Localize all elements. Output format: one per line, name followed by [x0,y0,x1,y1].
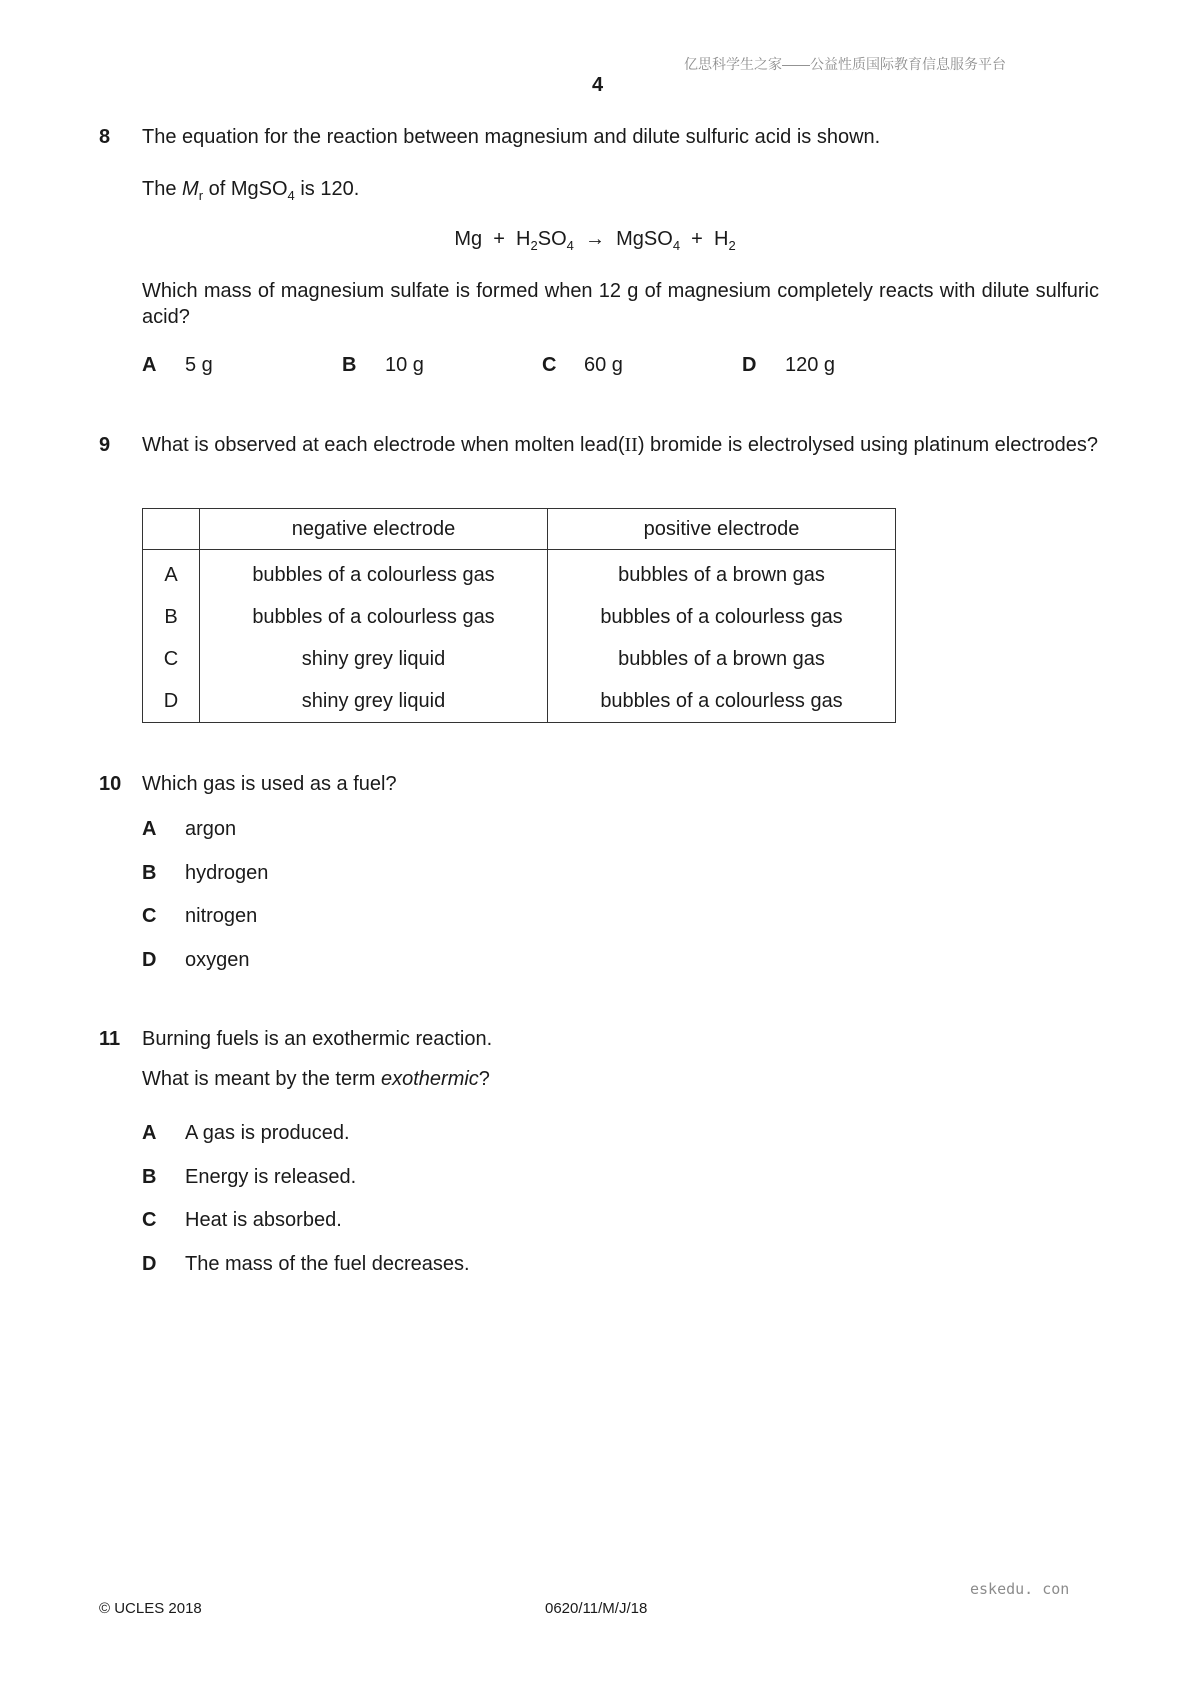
option-text: Energy is released. [185,1166,357,1188]
option-label: A [142,1122,157,1144]
molar-mass-statement: The $M_r$ of MgSO$_4$ is 120. [142,178,360,203]
option-label: A [142,818,157,840]
chemical-equation: $Mg + H_2SO_4$ → MgSO$_4$ + $H_2$ [454,228,736,253]
reaction-arrow: → [585,228,605,250]
question-text: What is observed at each electrode when molten lead(II) bromide is electrolysed using platinum electrodes? [142,434,1099,456]
option-text: 5 g [185,354,213,376]
option-text: A gas is produced. [185,1122,350,1144]
option-label: C [542,354,557,376]
question-number: 11 [99,1028,121,1050]
option-text: hydrogen [185,862,269,884]
option-label: D [742,354,757,376]
question-intro: The equation for the reaction between magnesium and dilute sulfuric acid is shown. [142,126,881,148]
option-text: argon [185,818,237,840]
option-text: 10 g [385,354,424,376]
row-label: D [143,680,200,723]
page-number: 4 [592,74,604,96]
option-label: C [142,1209,157,1231]
footer-watermark: eskedu. con [970,1580,1070,1598]
table-row [143,596,896,638]
row-label: B [143,596,200,638]
table-header-positive: positive electrode [548,509,896,550]
option-text: The mass of the fuel decreases. [185,1253,470,1275]
question-text: Which gas is used as a fuel? [142,773,397,795]
table-row [143,550,896,597]
option-text: oxygen [185,949,250,971]
option-label: D [142,1253,157,1275]
option-text: 60 g [584,354,623,376]
option-label: B [342,354,357,376]
row-label: A [143,550,200,597]
option-label: B [142,1166,157,1188]
row-label: C [143,638,200,680]
table-header-blank [143,509,200,550]
option-text: Heat is absorbed. [185,1209,342,1231]
question-number: 10 [99,773,122,795]
table-row [143,638,896,680]
table-header-negative: negative electrode [200,509,548,550]
option-text: nitrogen [185,905,258,927]
positive-cell: bubbles of a brown gas [548,550,896,597]
copyright: © UCLES 2018 [99,1600,202,1617]
paper-code: 0620/11/M/J/18 [545,1600,648,1617]
question-statement: Burning fuels is an exothermic reaction. [142,1028,493,1050]
positive-cell: bubbles of a colourless gas [548,680,896,723]
question-text: What is meant by the term exothermic? [142,1068,490,1090]
option-label: C [142,905,157,927]
table-row [143,680,896,723]
electrode-table [142,508,896,723]
header-watermark: 亿思科学生之家——公益性质国际教育信息服务平台 [684,56,1006,72]
option-label: A [142,354,157,376]
negative-cell: bubbles of a colourless gas [200,596,548,638]
option-label: B [142,862,157,884]
question-number: 9 [99,434,111,456]
negative-cell: shiny grey liquid [200,638,548,680]
option-label: D [142,949,157,971]
negative-cell: bubbles of a colourless gas [200,550,548,597]
option-text: 120 g [785,354,836,376]
question-text: Which mass of magnesium sulfate is formed when 12 g of magnesium completely reacts with dilute sulfuric acid? [142,280,1099,328]
positive-cell: bubbles of a brown gas [548,638,896,680]
negative-cell: shiny grey liquid [200,680,548,723]
question-number: 8 [99,126,111,148]
positive-cell: bubbles of a colourless gas [548,596,896,638]
